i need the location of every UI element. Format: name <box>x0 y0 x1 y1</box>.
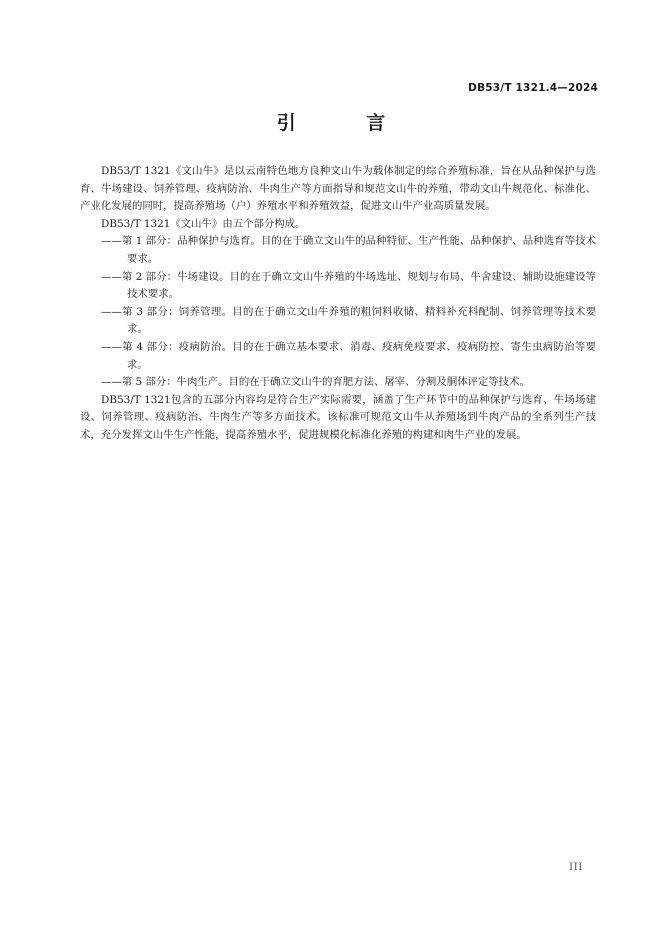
page-title: 引 言 <box>276 112 418 134</box>
document-code: DB53/T 1321.4—2024 <box>468 82 598 94</box>
part-list-item-1: ——第 1 部分：品种保护与选育。目的在于确立文山牛的品种特征、生产性能、品种保护、品种选育等技术要求。 <box>101 235 596 265</box>
part-list-item-5: ——第 5 部分：牛肉生产。目的在于确立文山牛的育肥方法、屠宰、分割及胴体评定等技术。 <box>101 376 530 389</box>
closing-paragraph: DB53/T 1321包含的五部分内容均是符合生产实际需要，涵盖了生产环节中的品种保护与选育、牛场场建设、饲养管理、疫病防治、牛肉生产等多方面技术。该标准可规范文山牛从养殖场到牛肉产品的全系列生产技术，充分发挥文山牛生产性能，提高养殖水平，促进规模化标准化养殖的构建和肉牛产业的发展。 <box>80 393 596 441</box>
parts-overview-paragraph: DB53/T 1321《文山牛》由五个部分构成。 <box>101 217 306 230</box>
page-number: III <box>569 861 583 873</box>
intro-paragraph: DB53/T 1321《文山牛》是以云南特色地方良种文山牛为载体制定的综合养殖标准，旨在从品种保护与选育、牛场建设、饲养管理、疫病防治、牛肉生产等方面指导和规范文山牛的养殖，带动文山牛规范化、标准化、产业化发展的同时，提高养殖场（户）养殖水平和养殖效益，促进文山牛产业高质量发展。 <box>80 165 596 213</box>
part-list-item-2: ——第 2 部分：牛场建设。目的在于确立文山牛养殖的牛场选址、规划与布局、牛舍建设、辅助设施建设等技术要求。 <box>101 270 596 301</box>
part-list-item-3: ——第 3 部分：饲养管理。目的在于确立文山牛养殖的粗饲料收储、精料补充料配制、饲养管理等技术要求。 <box>101 305 596 336</box>
part-list-item-4: ——第 4 部分：疫病防治。目的在于确立基本要求、消毒、疫病免疫要求、疫病防控、寄生虫病防治等要求。 <box>101 340 596 371</box>
introduction-body <box>80 163 596 445</box>
